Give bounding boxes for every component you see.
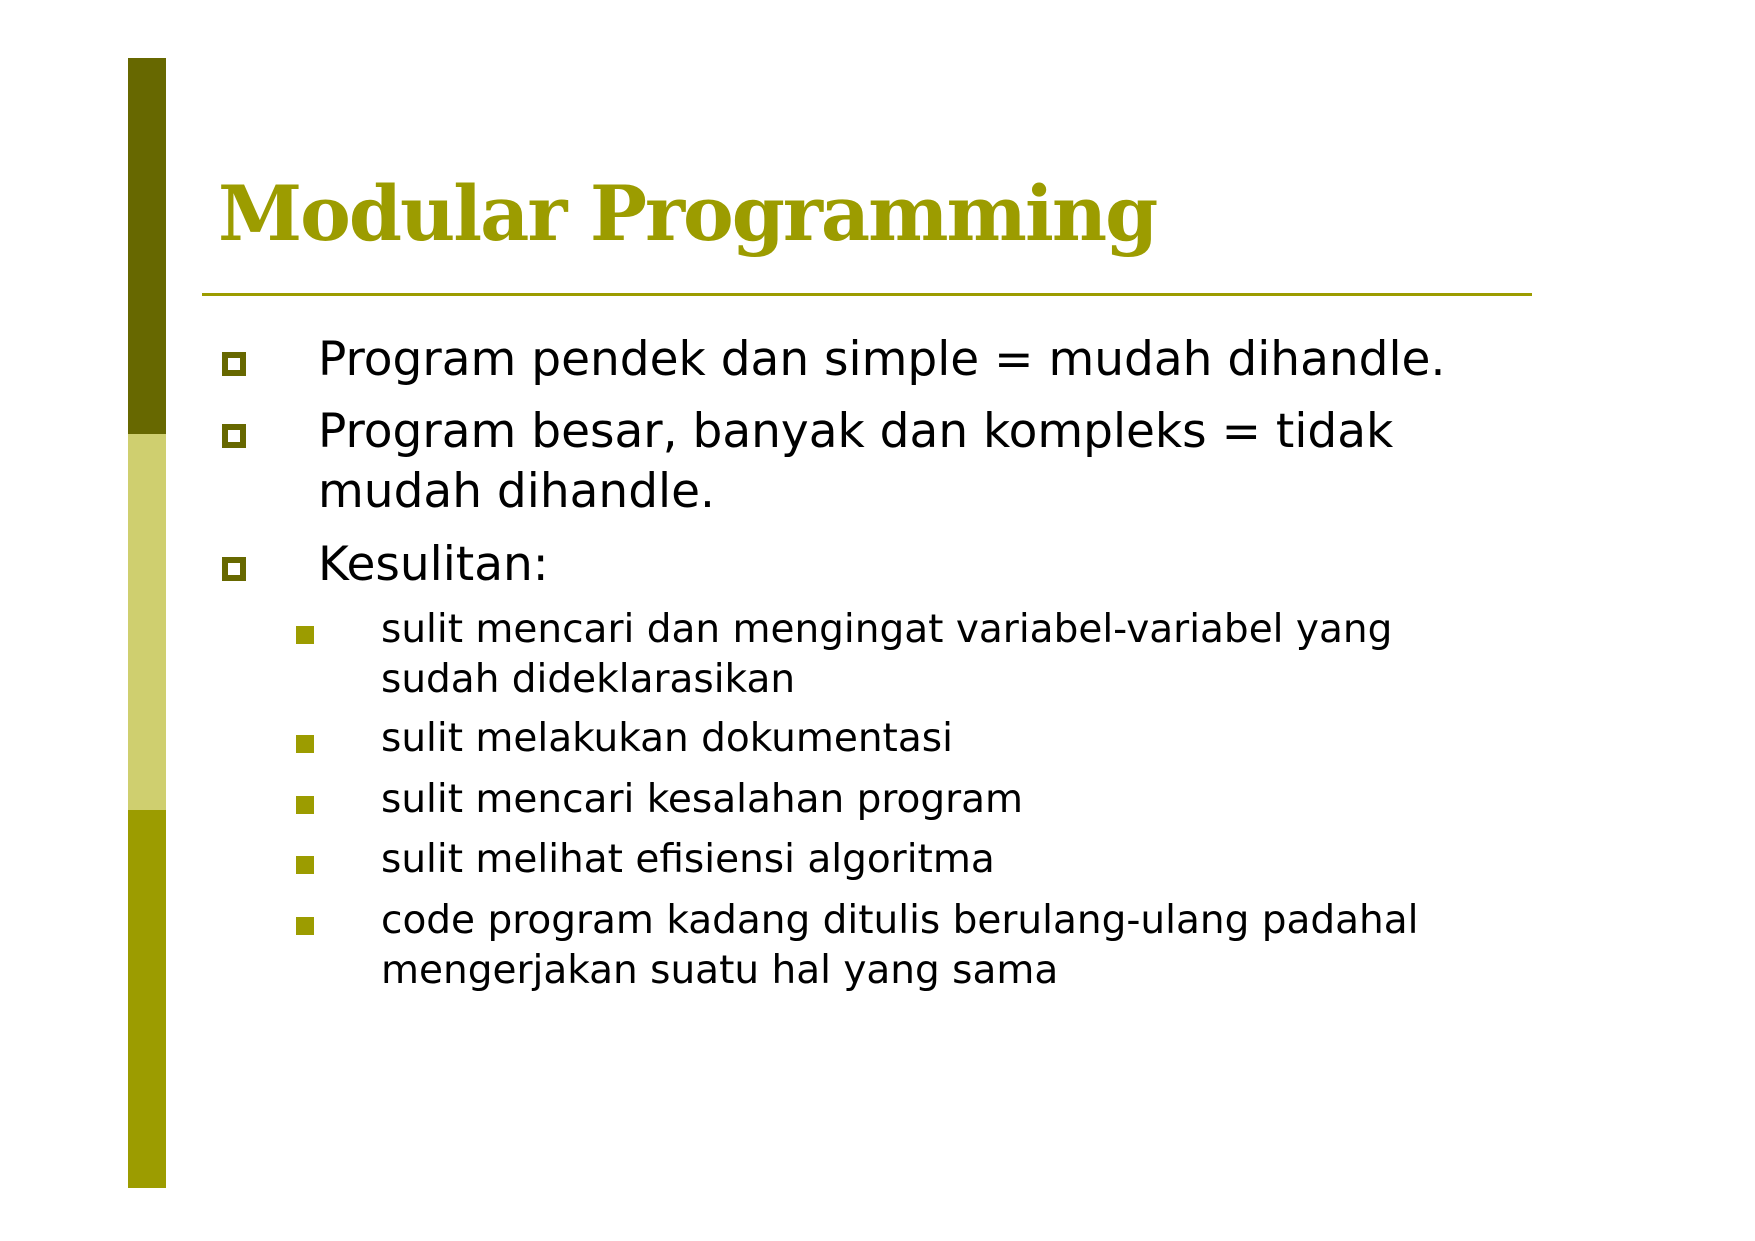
hollow-square-icon <box>222 424 246 448</box>
filled-square-icon <box>296 735 314 753</box>
hollow-square-icon <box>222 557 246 581</box>
bullet-item: Kesulitan: <box>318 537 549 592</box>
filled-square-icon <box>296 796 314 814</box>
filled-square-icon <box>296 626 314 644</box>
sub-bullet-item: sulit mencari dan mengingat variabel-variabel yang sudah dideklarasikan <box>381 607 1393 702</box>
sub-bullet-item: sulit melakukan dokumentasi <box>381 716 953 761</box>
sub-bullet-item: sulit mencari kesalahan program <box>381 777 1024 822</box>
filled-square-icon <box>296 917 314 935</box>
filled-square-icon <box>296 856 314 874</box>
bullet-item: Program besar, banyak dan kompleks = tidak mudah dihandle. <box>318 404 1394 519</box>
slide-title: Modular Programming <box>218 169 1157 258</box>
sub-bullet-item: code program kadang ditulis berulang-ulang padahal mengerjakan suatu hal yang sama <box>381 898 1419 993</box>
sub-bullet-item: sulit melihat efisiensi algoritma <box>381 837 995 882</box>
hollow-square-icon <box>222 352 246 376</box>
bullet-item: Program pendek dan simple = mudah dihandle. <box>318 332 1446 387</box>
